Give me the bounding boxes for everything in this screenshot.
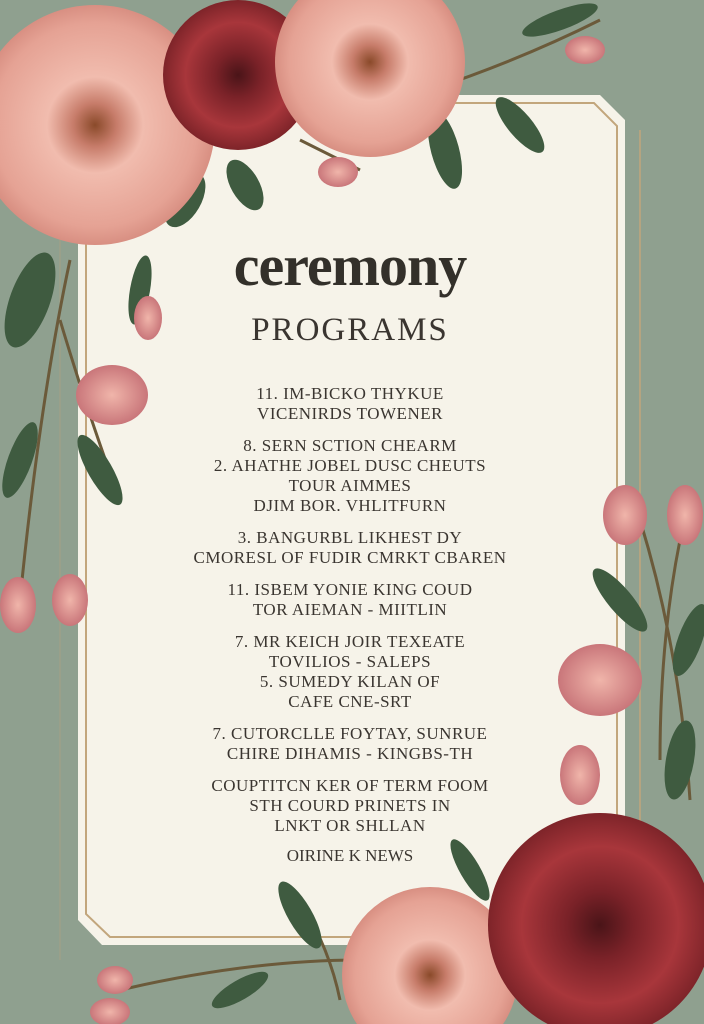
program-line: TOR AIEMAN - MIITLIN <box>252 600 448 619</box>
page-subtitle: PROGRAMS <box>251 312 449 348</box>
program-line: CMORESL OF FUDIR CMRKT CBAREN <box>193 548 507 567</box>
program-item <box>90 580 610 620</box>
program-line: LNKT OR SHLLAN <box>274 816 426 835</box>
program-line: COUPTITCN KER OF TERM FOOM <box>211 776 489 795</box>
program-line: 7. MR KEICH JOIR TEXEATE <box>234 632 466 651</box>
program-line: 2. AHATHE JOBEL DUSC CHEUTS <box>213 456 487 475</box>
program-line: 5. SUMEDY KILAN OF <box>259 672 441 691</box>
program-line: 8. SERN SCTION CHEARM <box>243 436 457 455</box>
program-line: CHIRE DIHAMIS - KINGBS-TH <box>226 744 474 763</box>
program-item <box>90 436 610 516</box>
page-title: ceremony <box>233 233 467 298</box>
program-item <box>90 776 610 836</box>
program-item <box>90 724 610 764</box>
program-line: TOUR AIMMES <box>288 476 412 495</box>
program-line: DJIM BOR. VHLITFURN <box>253 496 447 515</box>
program-line: 11. IM-BICKO THYKUE <box>256 384 444 403</box>
program-line: TOVILIOS - SALEPS <box>268 652 432 671</box>
program-line: 3. BANGURBL LIKHEST DY <box>237 528 463 547</box>
program-line: STH COURD PRINETS IN <box>249 796 451 815</box>
program-item <box>90 632 610 712</box>
program-line: CAFE CNE-SRT <box>288 692 412 711</box>
program-item <box>90 528 610 568</box>
program-line: 11. ISBEM YONIE KING COUD <box>227 580 473 599</box>
program-list <box>90 384 610 848</box>
program-item <box>90 384 610 424</box>
program-line: VICENIRDS TOWENER <box>257 404 443 423</box>
program-line: 7. CUTORCLLE FOYTAY, SUNRUE <box>212 724 488 743</box>
program-footer: OIRINE K NEWS <box>286 846 414 865</box>
